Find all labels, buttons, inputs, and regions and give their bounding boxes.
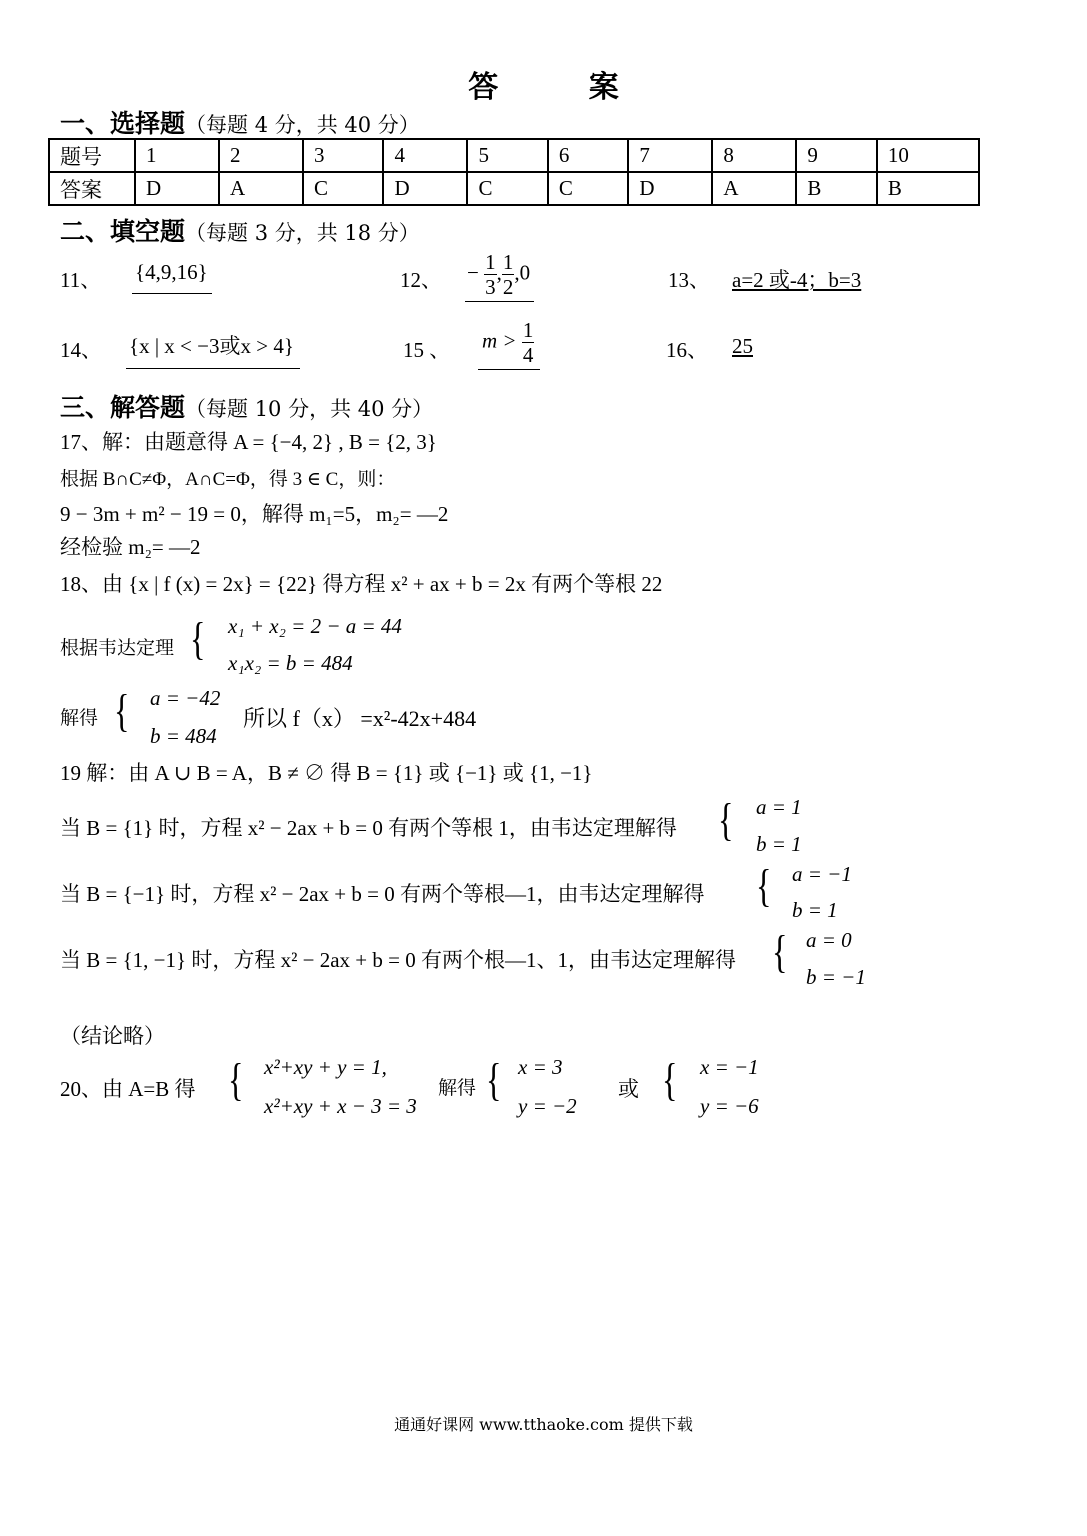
table-row-answers xyxy=(49,172,979,205)
section-choice-label: 一、选择题 xyxy=(60,109,186,138)
section-choice-note: （每题 4 分，共 40 分） xyxy=(185,113,420,137)
q20-s1x: x = 3 xyxy=(518,1055,563,1079)
table-row-numbers xyxy=(49,139,979,172)
q12-num-2: 1 xyxy=(502,250,514,274)
q20-solve-label: 解得 xyxy=(438,1078,477,1099)
q15-answer xyxy=(478,318,540,370)
q13-label: 13、 xyxy=(668,268,710,292)
q15-pre: m > xyxy=(482,328,517,353)
q12-neg: − xyxy=(467,260,479,285)
q20-s2x: x = −1 xyxy=(700,1055,759,1079)
q19-case2-b: b = 1 xyxy=(792,898,838,922)
brace-icon: { xyxy=(486,1054,502,1105)
table-cell: 2 xyxy=(219,139,303,172)
q13-answer: a=2 或-4；b=3 xyxy=(732,268,862,292)
q19-case1: 当 B = {1} 时，方程 x² − 2ax + b = 0 有两个等根 1，由韦达定理解得 xyxy=(60,816,677,840)
section-solve-note: （每题 10 分，共 40 分） xyxy=(185,397,434,421)
q17-line2: 根据 B∩C≠Φ，A∩C=Φ，得 3 ∈ C，则： xyxy=(60,469,396,490)
q18-sol1: a = −42 xyxy=(150,686,221,710)
brace-icon: { xyxy=(662,1054,678,1105)
q17-line4: 经检验 m₂= —2 xyxy=(60,535,201,559)
brace-icon: { xyxy=(228,1054,244,1105)
q19-case3: 当 B = {1, −1} 时，方程 x² − 2ax + b = 0 有两个根—1、1，由韦达定理解得 xyxy=(60,948,736,972)
q12-answer xyxy=(465,250,534,302)
q19-case3-a: a = 0 xyxy=(806,928,852,952)
q12-fraction-1 xyxy=(484,250,497,299)
q17-line3: 9 − 3m + m² − 19 = 0，解得 m₁=5，m₂= —2 xyxy=(60,502,449,526)
q15-num: 1 xyxy=(522,318,534,342)
q18-result: 所以 f（x） =x²-42x+484 xyxy=(243,706,477,731)
q19-case2-a: a = −1 xyxy=(792,862,852,886)
brace-icon: { xyxy=(756,860,772,911)
q17-line1: 17、解：由题意得 A = {−4, 2} , B = {2, 3} xyxy=(60,430,437,454)
brace-icon: { xyxy=(190,613,206,664)
table-cell: C xyxy=(303,172,383,205)
table-row-header: 题号 xyxy=(49,139,135,172)
table-cell: B xyxy=(877,172,979,205)
q19-case1-b: b = 1 xyxy=(756,832,802,856)
q20-eq1: x²+xy + y = 1, xyxy=(264,1055,387,1079)
q12-num-1: 1 xyxy=(485,250,496,274)
q15-label: 15 、 xyxy=(403,338,451,362)
section-fill-heading xyxy=(60,212,420,248)
table-cell: C xyxy=(467,172,547,205)
q15-fraction xyxy=(522,318,535,367)
section-choice-heading xyxy=(60,104,420,140)
table-cell: 9 xyxy=(796,139,876,172)
table-cell: D xyxy=(383,172,467,205)
table-cell: 1 xyxy=(135,139,219,172)
answer-table xyxy=(48,138,980,206)
q19-conclusion: （结论略） xyxy=(60,1024,165,1048)
q12-fraction-2 xyxy=(502,250,515,299)
q19-case3-b: b = −1 xyxy=(806,965,866,989)
table-row-header: 答案 xyxy=(49,172,135,205)
brace-icon: { xyxy=(718,794,734,845)
q20-eq2: x²+xy + x − 3 = 3 xyxy=(264,1094,417,1118)
table-cell: 6 xyxy=(548,139,628,172)
table-cell: 10 xyxy=(877,139,979,172)
section-solve-label: 三、解答题 xyxy=(60,393,186,422)
q16-label: 16、 xyxy=(666,338,708,362)
table-cell: A xyxy=(712,172,796,205)
table-cell: 8 xyxy=(712,139,796,172)
q11-label: 11、 xyxy=(60,268,102,292)
q20-s2y: y = −6 xyxy=(700,1094,759,1118)
q18-vieta2: x₁x₂ = b = 484 xyxy=(228,651,353,675)
q18-line1: 18、由 {x | f (x) = 2x} = {22} 得方程 x² + ax + b = 2x 有两个等根 22 xyxy=(60,572,663,596)
q12-den-2: 2 xyxy=(502,275,514,299)
q20-label: 20、由 A=B 得 xyxy=(60,1077,196,1101)
q11-answer: {4,9,16} xyxy=(132,260,212,294)
q18-sol2: b = 484 xyxy=(150,724,217,748)
q12-tail: ,0 xyxy=(514,260,531,285)
q20-or: 或 xyxy=(618,1077,639,1101)
brace-icon: { xyxy=(114,685,130,736)
q14-label: 14、 xyxy=(60,338,102,362)
table-cell: D xyxy=(135,172,219,205)
table-cell: 3 xyxy=(303,139,383,172)
brace-icon: { xyxy=(772,926,788,977)
q12-sep: , xyxy=(496,260,502,285)
q20-s1y: y = −2 xyxy=(518,1094,577,1118)
section-solve-heading xyxy=(60,388,433,424)
table-cell: B xyxy=(796,172,876,205)
table-cell: 5 xyxy=(467,139,547,172)
q18-vieta-label: 根据韦达定理 xyxy=(60,638,175,659)
table-cell: D xyxy=(628,172,712,205)
table-cell: 4 xyxy=(383,139,467,172)
q12-label: 12、 xyxy=(400,268,442,292)
footer-credit: 通通好课网 www.tthaoke.com 提供下载 xyxy=(394,1415,693,1434)
section-fill-note: （每题 3 分，共 18 分） xyxy=(185,221,420,245)
q15-den: 4 xyxy=(522,343,534,367)
table-cell: C xyxy=(548,172,628,205)
table-cell: 7 xyxy=(628,139,712,172)
table-cell: A xyxy=(219,172,303,205)
section-fill-label: 二、填空题 xyxy=(60,217,186,246)
q18-solve-label: 解得 xyxy=(60,708,99,729)
q16-answer: 25 xyxy=(732,334,753,358)
q19-case1-a: a = 1 xyxy=(756,795,802,819)
q12-den-1: 3 xyxy=(485,275,496,299)
q19-case2: 当 B = {−1} 时，方程 x² − 2ax + b = 0 有两个等根—1，由韦达定理解得 xyxy=(60,882,705,906)
page-title: 答 案 xyxy=(468,70,659,105)
q19-line1: 19 解：由 A ∪ B = A，B ≠ ∅ 得 B = {1} 或 {−1} 或 {1, −1} xyxy=(60,761,593,785)
q14-answer: {x | x < −3或x > 4} xyxy=(126,330,300,369)
q18-vieta1: x₁ + x₂ = 2 − a = 44 xyxy=(228,614,402,638)
